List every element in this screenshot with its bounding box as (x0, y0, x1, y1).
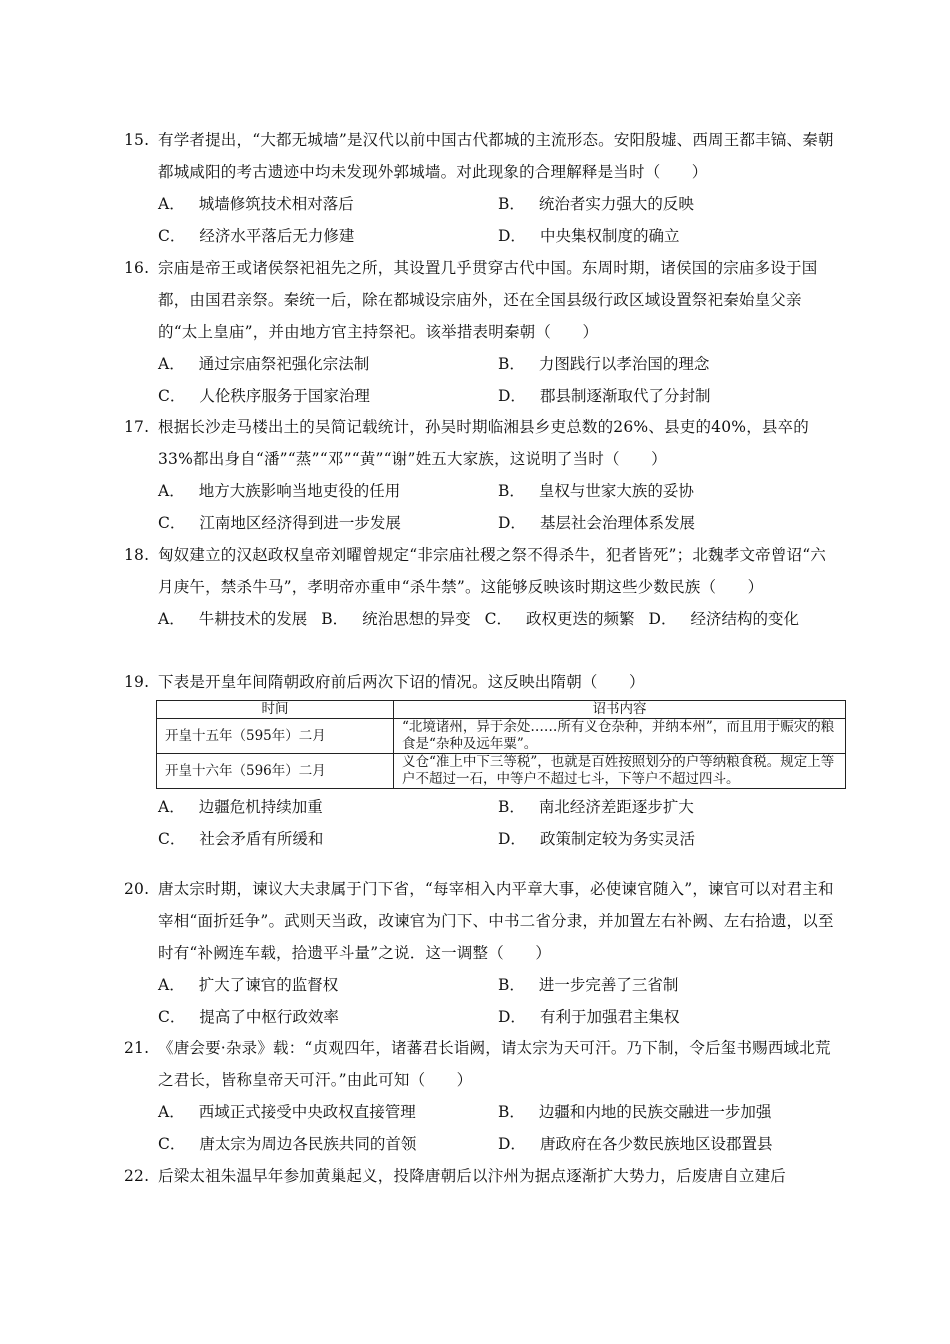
option-b[interactable]: B． 力图践行以孝治国的理念 (498, 355, 710, 373)
table-cell-time: 开皇十五年（595年）二月 (157, 719, 394, 754)
edict-table (156, 700, 846, 789)
table-cell-content: “北境诸州，异于余处……所有义仓杂种，并纳本州”，而且用于赈灾的粮食是“杂种及远年粟”。 (394, 719, 846, 754)
options (158, 348, 834, 412)
option-c[interactable]: C． 政权更迭的频繁 (484, 610, 635, 628)
options (158, 969, 834, 1033)
question-17 (124, 411, 834, 539)
table-header-row (157, 701, 846, 719)
option-b[interactable]: B． 进一步完善了三省制 (498, 976, 679, 994)
question-number: 20. (124, 880, 150, 898)
option-c[interactable]: C． 社会矛盾有所缓和 (158, 830, 324, 848)
option-b[interactable]: B． 边疆和内地的民族交融进一步加强 (498, 1103, 772, 1121)
question-number: 18. (124, 546, 150, 564)
options (158, 603, 834, 635)
question-16 (124, 252, 834, 412)
table-header: 诏书内容 (394, 701, 846, 719)
question-15 (124, 124, 834, 252)
question-number: 17. (124, 418, 150, 436)
option-c[interactable]: C． 经济水平落后无力修建 (158, 227, 355, 245)
option-a[interactable]: A． 牛耕技术的发展 (158, 610, 308, 628)
question-19 (124, 666, 834, 855)
question-stem: 19. 下表是开皇年间隋朝政府前后两次下诏的情况。这反映出隋朝（ ） (124, 666, 834, 698)
question-21 (124, 1032, 834, 1160)
option-d[interactable]: D． 经济结构的变化 (648, 610, 799, 628)
options (158, 475, 834, 539)
option-b[interactable]: B． 南北经济差距逐步扩大 (498, 798, 694, 816)
option-d[interactable]: D． 中央集权制度的确立 (498, 227, 680, 245)
question-stem: 22. 后梁太祖朱温早年参加黄巢起义，投降唐朝后以汴州为据点逐渐扩大势力，后废唐自立建后 (124, 1160, 834, 1192)
option-d[interactable]: D． 政策制定较为务实灵活 (498, 830, 695, 848)
question-stem: 17. 根据长沙走马楼出土的吴简记载统计，孙吴时期临湘县乡吏总数的26%、县吏的40%，县卒的33%都出身自“潘”“蒸”“邓”“黄”“谢”姓五大家族，这说明了当时（ ） (124, 411, 834, 475)
option-a[interactable]: A． 城墙修筑技术相对落后 (158, 195, 354, 213)
option-d[interactable]: D． 唐政府在各少数民族地区设郡置县 (498, 1135, 773, 1153)
option-a[interactable]: A． 通过宗庙祭祀强化宗法制 (158, 355, 370, 373)
option-b[interactable]: B． 统治者实力强大的反映 (498, 195, 694, 213)
option-a[interactable]: A． 扩大了谏官的监督权 (158, 976, 339, 994)
option-c[interactable]: C． 江南地区经济得到进一步发展 (158, 514, 401, 532)
table-row (157, 719, 846, 754)
table-cell-time: 开皇十六年（596年）二月 (157, 754, 394, 789)
options (158, 188, 834, 252)
option-c[interactable]: C． 提高了中枢行政效率 (158, 1008, 339, 1026)
option-b[interactable]: B． 皇权与世家大族的妥协 (498, 482, 694, 500)
option-d[interactable]: D． 有利于加强君主集权 (498, 1008, 680, 1026)
question-20 (124, 873, 834, 1033)
question-18 (124, 539, 834, 635)
question-number: 16. (124, 259, 150, 277)
option-a[interactable]: A． 边疆危机持续加重 (158, 798, 323, 816)
question-stem: 18. 匈奴建立的汉赵政权皇帝刘曜曾规定“非宗庙社稷之祭不得杀牛，犯者皆死”；北魏孝文帝曾诏“六月庚午，禁杀牛马”，孝明帝亦重申“杀牛禁”。这能够反映该时期这些少数民族（ ） (124, 539, 834, 603)
option-c[interactable]: C． 人伦秩序服务于国家治理 (158, 387, 370, 405)
question-number: 22. (124, 1167, 150, 1185)
option-a[interactable]: A． 西域正式接受中央政权直接管理 (158, 1103, 416, 1121)
question-stem: 21. 《唐会要·杂录》载：“贞观四年，诸蕃君长诣阙，请太宗为天可汗。乃下制，令后玺书赐西域北荒之君长，皆称皇帝天可汗。”由此可知（ ） (124, 1032, 834, 1096)
question-stem: 16. 宗庙是帝王或诸侯祭祀祖先之所，其设置几乎贯穿古代中国。东周时期，诸侯国的宗庙多设于国都，由国君亲祭。秦统一后，除在都城设宗庙外，还在全国县级行政区域设置祭祀秦始皇父亲的“太上皇庙”，并由地方官主持祭祀。该举措表明秦朝（ ） (124, 252, 834, 348)
option-d[interactable]: D． 基层社会治理体系发展 (498, 514, 695, 532)
options (158, 791, 834, 855)
question-22 (124, 1160, 834, 1192)
table-row (157, 754, 846, 789)
option-c[interactable]: C． 唐太宗为周边各民族共同的首领 (158, 1135, 417, 1153)
question-number: 15. (124, 131, 150, 149)
option-a[interactable]: A． 地方大族影响当地吏役的任用 (158, 482, 401, 500)
options (158, 1096, 834, 1160)
question-number: 19. (124, 673, 150, 691)
question-stem: 15. 有学者提出，“大都无城墙”是汉代以前中国古代都城的主流形态。安阳殷墟、西周王都丰镐、秦朝都城咸阳的考古遗迹中均未发现外郭城墙。对此现象的合理解释是当时（ ） (124, 124, 834, 188)
question-number: 21. (124, 1039, 150, 1057)
table-header: 时间 (157, 701, 394, 719)
table-cell-content: 义仓“准上中下三等税”，也就是百姓按照划分的户等纳粮食税。规定上等户不超过一石，中等户不超过七斗，下等户不超过四斗。 (394, 754, 846, 789)
question-stem: 20. 唐太宗时期，谏议大夫隶属于门下省，“每宰相入内平章大事，必使谏官随入”，谏官可以对君主和宰相“面折廷争”。武则天当政，改谏官为门下、中书二省分隶，并加置左右补阙、左右拾遗，以至时有“补阙连车载，拾遗平斗量”之说．这一调整（ ） (124, 873, 834, 969)
option-b[interactable]: B． 统治思想的异变 (321, 610, 471, 628)
option-d[interactable]: D． 郡县制逐渐取代了分封制 (498, 387, 711, 405)
